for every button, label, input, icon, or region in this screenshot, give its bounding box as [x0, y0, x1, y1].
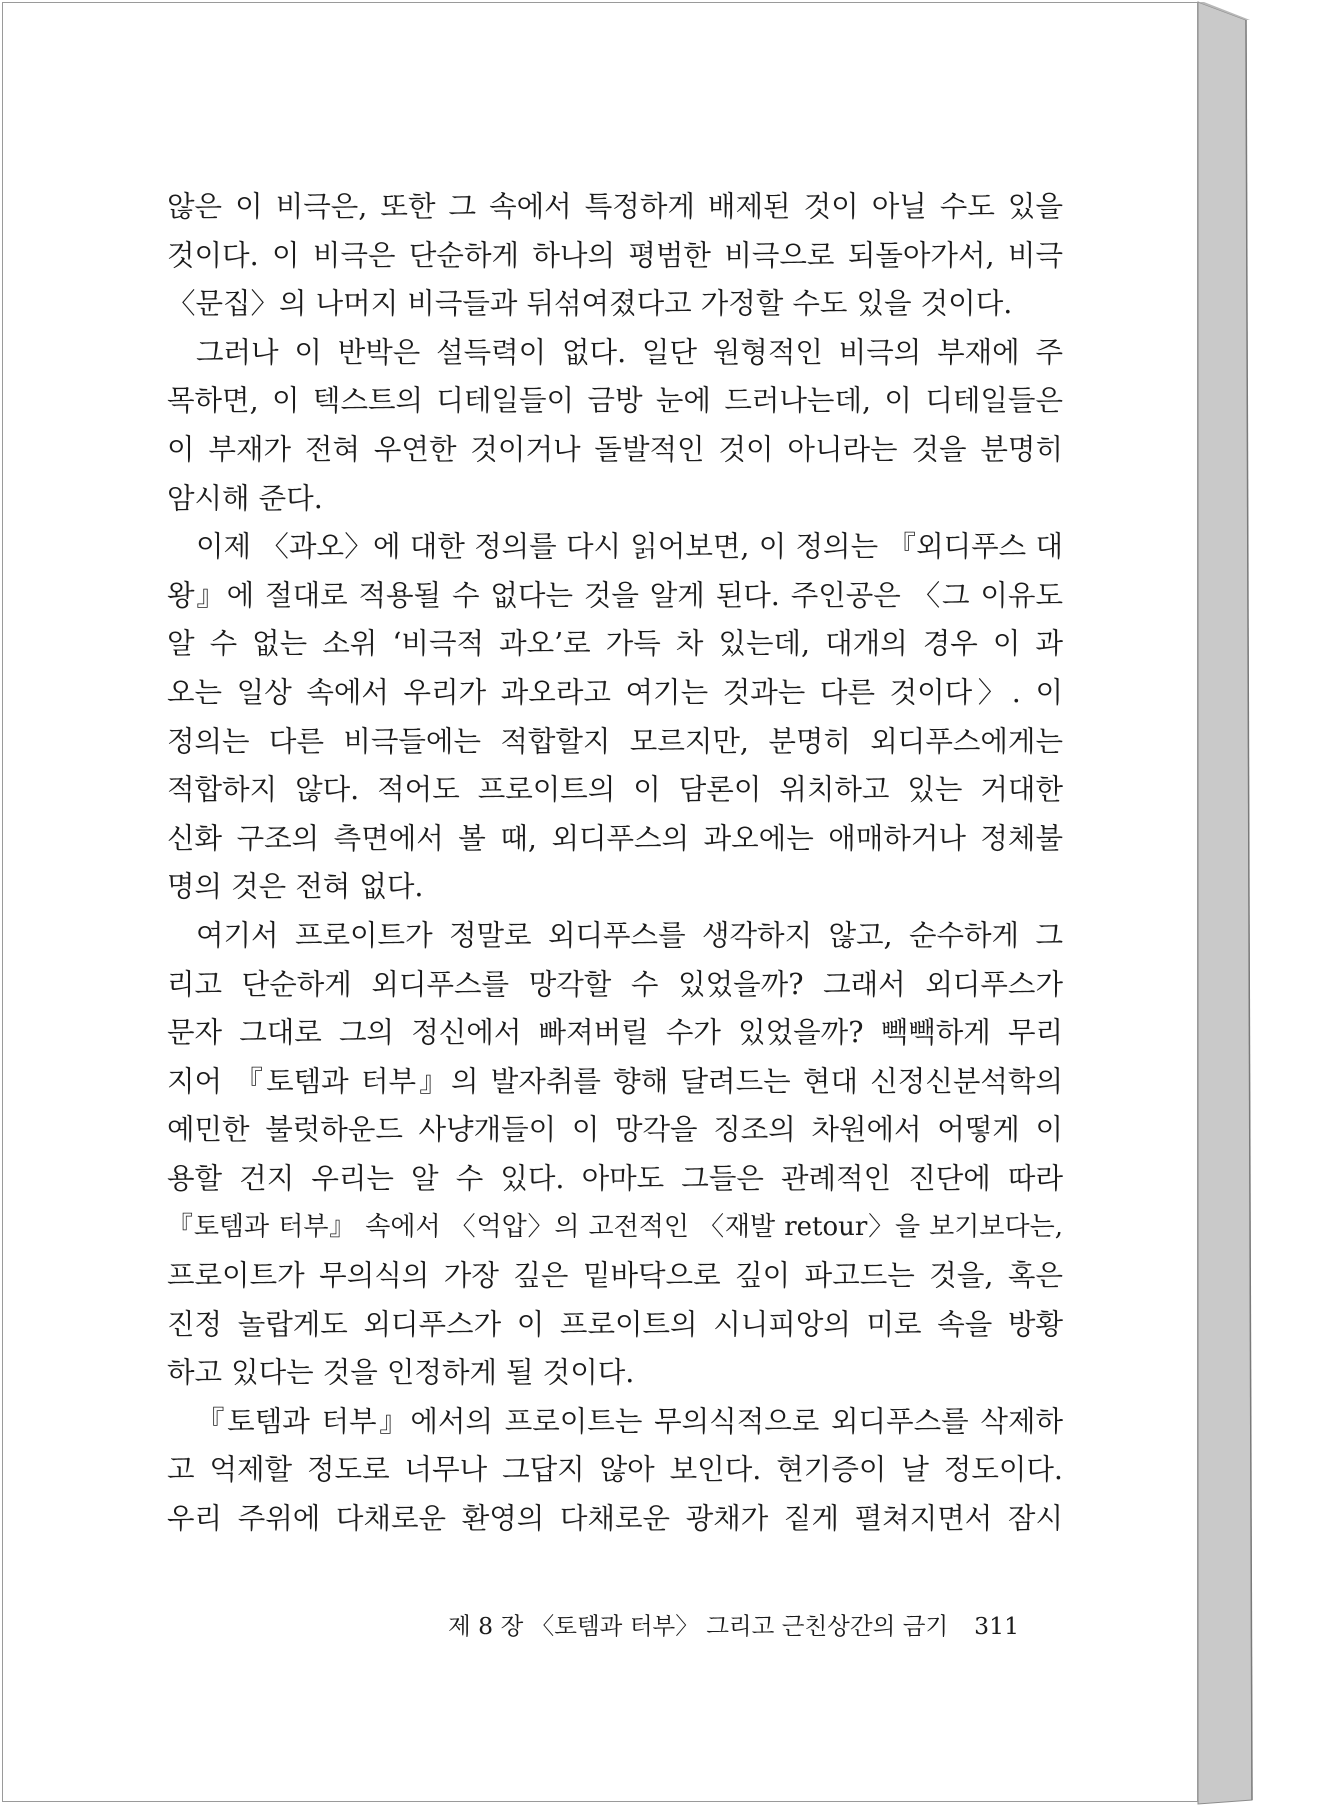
- page-footer: [448, 1607, 1019, 1641]
- text-line: 리고 단순하게 외디푸스를 망각할 수 있었을까? 그래서 외디푸스가: [167, 967, 1063, 1001]
- text-line: 우리 주위에 다채로운 환영의 다채로운 광채가 짙게 펼쳐지면서 잠시: [167, 1502, 1063, 1536]
- text-line: 예민한 불럿하운드 사냥개들이 이 망각을 징조의 차원에서 어떻게 이: [167, 1113, 1063, 1147]
- text-line: 지어 『토템과 터부』의 발자취를 향해 달려드는 현대 신정신분석학의: [167, 1064, 1063, 1098]
- text-line: 오는 일상 속에서 우리가 과오라고 여기는 것과는 다른 것이다〉. 이: [167, 675, 1063, 709]
- text-line: 진정 놀랍게도 외디푸스가 이 프로이트의 시니피앙의 미로 속을 방황: [167, 1307, 1063, 1341]
- book-page: [2, 2, 1198, 1802]
- text-line: 하고 있다는 것을 인정하게 될 것이다.: [167, 1356, 635, 1390]
- text-line: 암시해 준다.: [167, 481, 323, 515]
- text-line: 않은 이 비극은, 또한 그 속에서 특정하게 배제된 것이 아닐 수도 있을: [167, 190, 1063, 223]
- text-line: 〈문집〉의 나머지 비극들과 뒤섞여졌다고 가정할 수도 있을 것이다.: [167, 287, 1013, 321]
- text-line: 명의 것은 전혀 없다.: [167, 870, 424, 904]
- text-line: 문자 그대로 그의 정신에서 빠져버릴 수가 있었을까? 빽빽하게 무리: [167, 1016, 1063, 1050]
- text-line: 왕』에 절대로 적용될 수 없다는 것을 알게 된다. 주인공은 〈그 이유도: [167, 578, 1063, 612]
- text-line: 고 억제할 정도로 너무나 그답지 않아 보인다. 현기증이 날 정도이다.: [167, 1453, 1063, 1487]
- text-line: 목하면, 이 텍스트의 디테일들이 금방 눈에 드러나는데, 이 디테일들은: [167, 384, 1063, 418]
- text-line: 그러나 이 반박은 설득력이 없다. 일단 원형적인 비극의 부재에 주: [196, 335, 1063, 369]
- text-line: 알 수 없는 소위 ‘비극적 과오’로 가득 차 있는데, 대개의 경우 이 과: [167, 627, 1063, 661]
- text-line: 프로이트가 무의식의 가장 깊은 밑바닥으로 깊이 파고드는 것을, 혹은: [167, 1259, 1063, 1293]
- text-line: 이 부재가 전혀 우연한 것이거나 돌발적인 것이 아니라는 것을 분명히: [167, 432, 1063, 466]
- page-number: 311: [974, 1612, 1020, 1640]
- text-line: 『토템과 터부』에서의 프로이트는 무의식적으로 외디푸스를 삭제하: [196, 1404, 1063, 1438]
- text-line: 신화 구조의 측면에서 볼 때, 외디푸스의 과오에는 애매하거나 정체불: [167, 821, 1063, 855]
- text-line: 용할 건지 우리는 알 수 있다. 아마도 그들은 관례적인 진단에 따라: [167, 1161, 1063, 1195]
- text-line: 여기서 프로이트가 정말로 외디푸스를 생각하지 않고, 순수하게 그: [196, 918, 1063, 952]
- text-line: 이제 〈과오〉에 대한 정의를 다시 읽어보면, 이 정의는 『외디푸스 대: [196, 530, 1063, 564]
- text-line: 적합하지 않다. 적어도 프로이트의 이 담론이 위치하고 있는 거대한: [167, 773, 1063, 807]
- running-title: 제 8 장 〈토템과 터부〉 그리고 근친상간의 금기: [448, 1612, 949, 1640]
- text-line: 정의는 다른 비극들에는 적합할지 모르지만, 분명히 외디푸스에게는: [167, 724, 1063, 758]
- text-line: 것이다. 이 비극은 단순하게 하나의 평범한 비극으로 되돌아가서, 비극: [167, 238, 1063, 272]
- body-text: [167, 183, 1063, 1544]
- text-line: 『토템과 터부』 속에서 〈억압〉의 고전적인 〈재발 retour〉을 보기보다는,: [167, 1212, 1063, 1243]
